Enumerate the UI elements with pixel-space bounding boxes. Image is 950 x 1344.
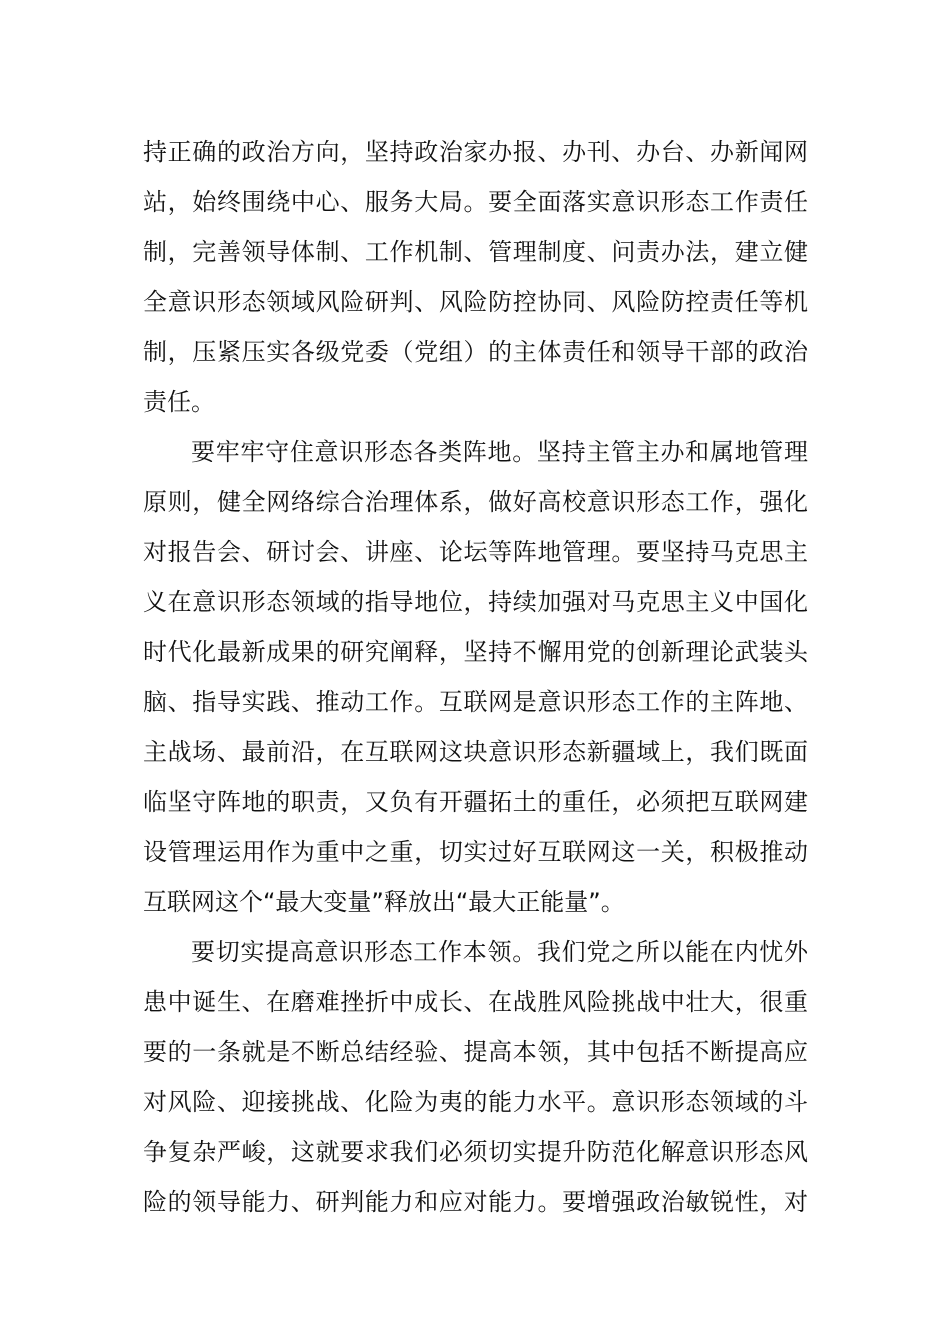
paragraph-start-line: 要牢牢守住意识形态各类阵地。坚持主管主办和属地管理 bbox=[191, 438, 808, 466]
text-line: 要的一条就是不断总结经验、提高本领，其中包括不断提高应 bbox=[143, 1038, 808, 1066]
text-line: 责任。 bbox=[143, 388, 215, 416]
text-line: 持正确的政治方向，坚持政治家办报、办刊、办台、办新闻网 bbox=[143, 138, 808, 166]
text-line: 主战场、最前沿，在互联网这块意识形态新疆域上，我们既面 bbox=[143, 738, 808, 766]
body-text bbox=[143, 127, 808, 1227]
paragraph-start-line: 要切实提高意识形态工作本领。我们党之所以能在内忧外 bbox=[191, 938, 808, 966]
text-line: 互联网这个“最大变量”释放出“最大正能量”。 bbox=[143, 888, 625, 916]
text-line: 时代化最新成果的研究阐释，坚持不懈用党的创新理论武装头 bbox=[143, 638, 808, 666]
text-line: 对报告会、研讨会、讲座、论坛等阵地管理。要坚持马克思主 bbox=[143, 538, 808, 566]
text-line: 全意识形态领域风险研判、风险防控协同、风险防控责任等机 bbox=[143, 288, 808, 316]
text-line: 险的领导能力、研判能力和应对能力。要增强政治敏锐性，对 bbox=[143, 1188, 808, 1216]
text-line: 争复杂严峻，这就要求我们必须切实提升防范化解意识形态风 bbox=[143, 1138, 808, 1166]
text-line: 站，始终围绕中心、服务大局。要全面落实意识形态工作责任 bbox=[143, 188, 808, 216]
text-line: 原则，健全网络综合治理体系，做好高校意识形态工作，强化 bbox=[143, 488, 808, 516]
text-line: 对风险、迎接挑战、化险为夷的能力水平。意识形态领域的斗 bbox=[143, 1088, 808, 1116]
text-line: 设管理运用作为重中之重，切实过好互联网这一关，积极推动 bbox=[143, 838, 808, 866]
text-line: 脑、指导实践、推动工作。互联网是意识形态工作的主阵地、 bbox=[143, 688, 808, 716]
text-line: 义在意识形态领域的指导地位，持续加强对马克思主义中国化 bbox=[143, 588, 808, 616]
text-line: 制，完善领导体制、工作机制、管理制度、问责办法，建立健 bbox=[143, 238, 808, 266]
text-line: 制，压紧压实各级党委（党组）的主体责任和领导干部的政治 bbox=[143, 338, 808, 366]
text-line: 临坚守阵地的职责，又负有开疆拓土的重任，必须把互联网建 bbox=[143, 788, 808, 816]
text-line: 患中诞生、在磨难挫折中成长、在战胜风险挑战中壮大，很重 bbox=[143, 988, 808, 1016]
